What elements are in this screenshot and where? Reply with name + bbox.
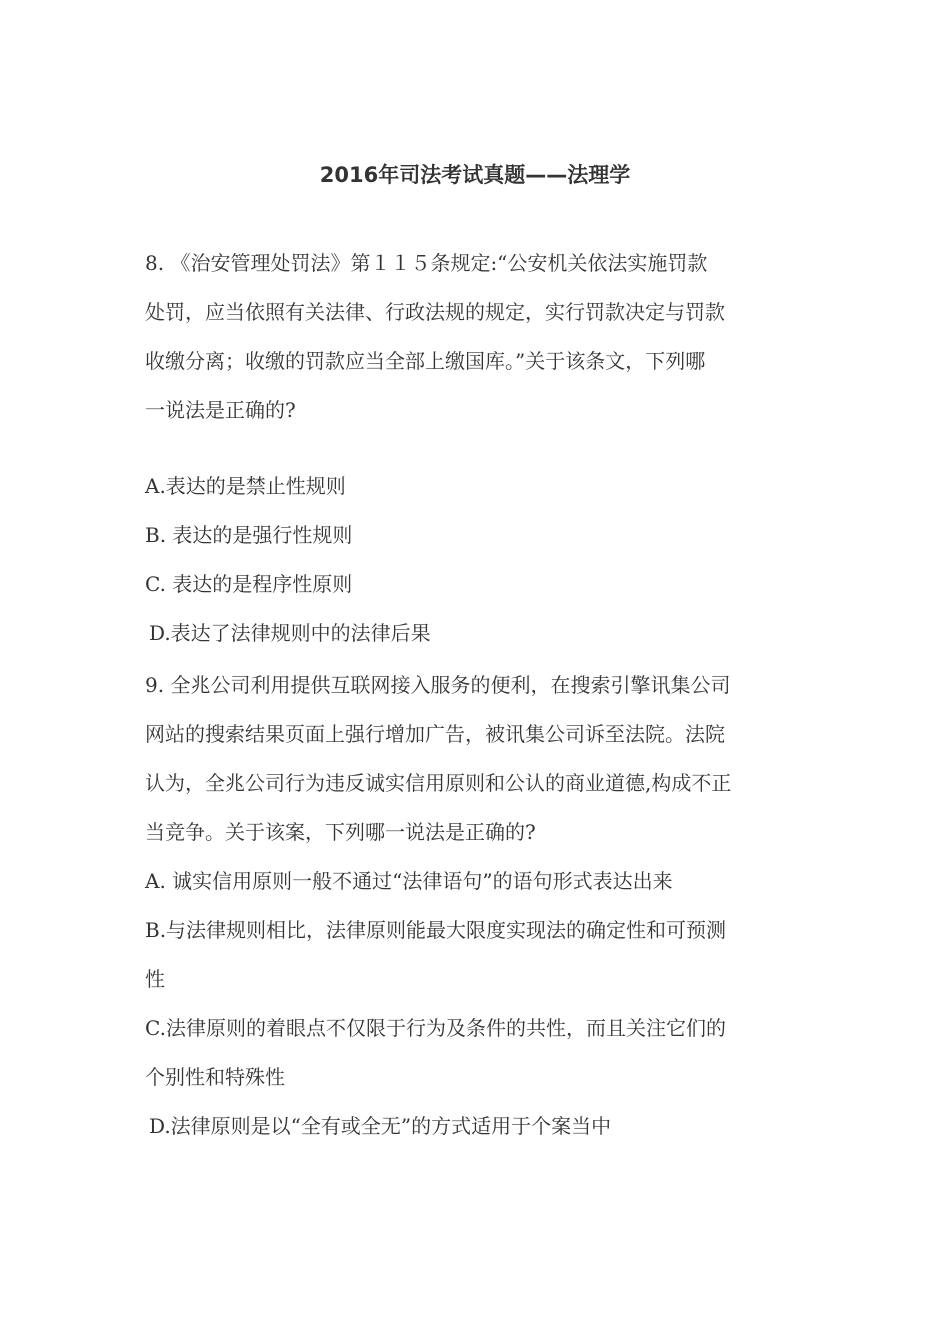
question-8-option-a: A.表达的是禁止性规则 (145, 474, 346, 498)
question-8-stem-line: 处罚，应当依照有关法律、行政法规的规定，实行罚款决定与罚款 (145, 300, 725, 324)
question-8-option-c: C. 表达的是程序性原则 (145, 572, 353, 596)
question-9-option-b-continued: 性 (145, 967, 165, 991)
question-8-option-b: B. 表达的是强行性规则 (145, 523, 353, 547)
question-9-stem-line: 网站的搜索结果页面上强行增加广告，被讯集公司诉至法院。法院 (145, 722, 725, 746)
question-9-option-d: D.法律原则是以“全有或全无”的方式适用于个案当中 (149, 1114, 612, 1138)
question-9-stem-line: 认为，全兆公司行为违反诚实信用原则和公认的商业道德,构成不正 (145, 771, 732, 795)
question-9-stem-line: 9. 全兆公司利用提供互联网接入服务的便利，在搜索引擎讯集公司 (145, 673, 731, 697)
question-9-option-c-continued: 个别性和特殊性 (145, 1065, 285, 1089)
question-8-stem-line: 一说法是正确的? (145, 398, 296, 422)
question-9-option-c: C.法律原则的着眼点不仅限于行为及条件的共性，而且关注它们的 (145, 1016, 726, 1040)
question-8-stem (145, 239, 815, 435)
question-9-option-a: A. 诚实信用原则一般不通过“法律语句”的语句形式表达出来 (145, 869, 673, 893)
question-9-stem-line: 当竞争。关于该案，下列哪一说法是正确的? (145, 820, 536, 844)
question-8-stem-line: 8. 《治安管理处罚法》第１１５条规定:“公安机关依法实施罚款 (145, 251, 708, 275)
document-title: 2016年司法考试真题——法理学 (319, 163, 631, 187)
question-9 (145, 661, 815, 1151)
question-8-stem-line: 收缴分离；收缴的罚款应当全部上缴国库。”关于该条文，下列哪 (145, 349, 706, 373)
question-9-option-b: B.与法律规则相比，法律原则能最大限度实现法的确定性和可预测 (145, 918, 727, 942)
question-8-options (145, 462, 815, 658)
question-8-option-d: D.表达了法律规则中的法律后果 (149, 621, 431, 645)
